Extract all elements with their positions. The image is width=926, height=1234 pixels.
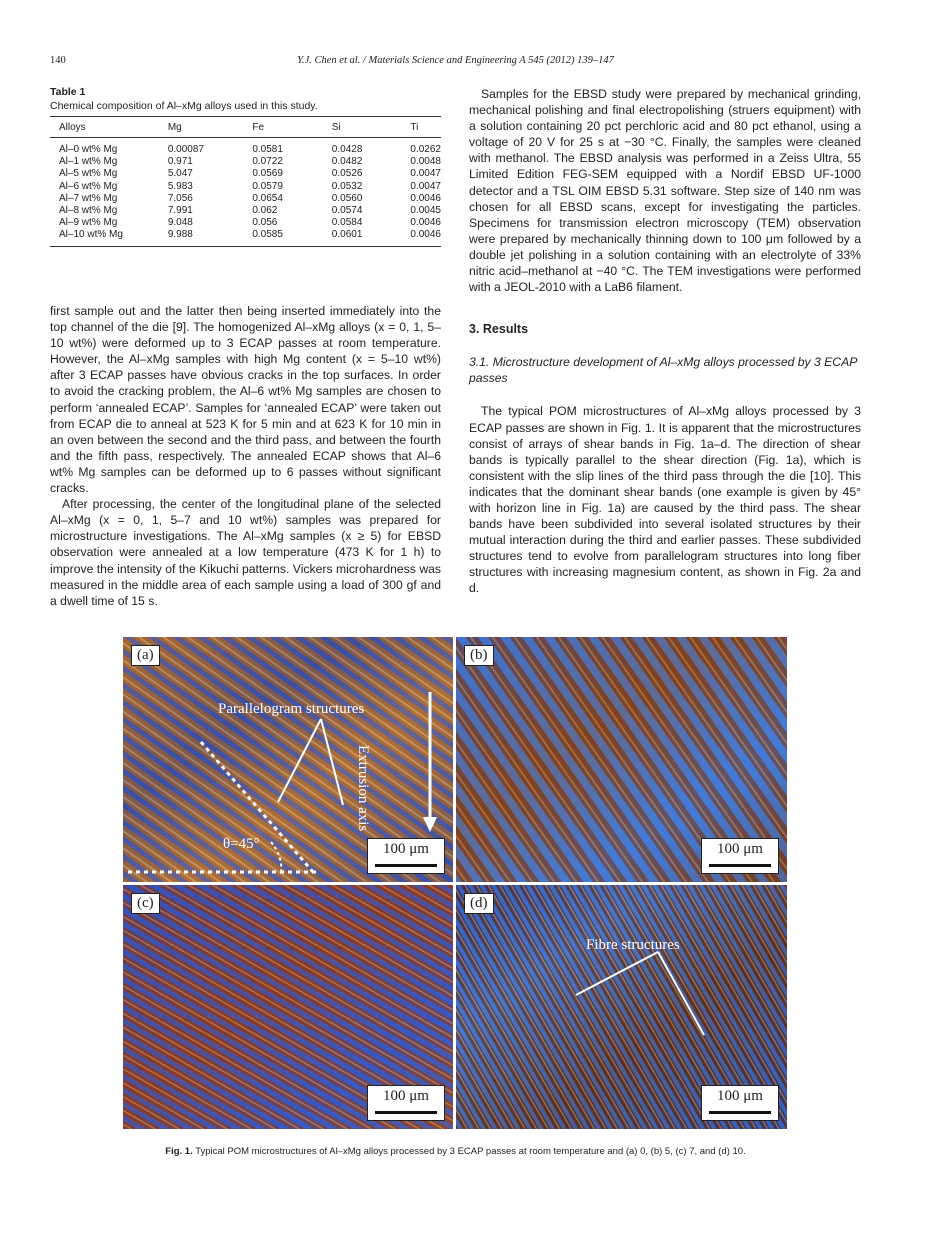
scale-label: 100 μm <box>717 841 763 857</box>
table-cell: Al–1 wt% Mg <box>59 156 118 168</box>
table-cell: 0.0046 <box>410 217 441 229</box>
table-cell: 0.0047 <box>410 168 441 180</box>
table-cell: 0.0482 <box>331 156 363 168</box>
table-cell: 9.048 <box>167 217 193 229</box>
table-row <box>50 156 441 168</box>
body-paragraph: The typical POM microstructures of Al–xMg alloys processed by 3 ECAP passes are shown in Fig. 1. It is apparent that the microstructures consist of arrays of shear bands in Fig. 1a–d. The direction of shear bands is typically parallel to the shear direction (Fig. 1a), which is consistent with the slip lines of the third pass through the die [10]. This indicates that the dominant shear bands (one example is given by 45° with horizon line in Fig. 1a) are caused by the third pass. The shear bands have been subdivided into several isolated structures by their mutual interaction during the third and earlier passes. These subdivided structures tend to evolve from parallelogram structures into long fiber structures with increasing magnesium content, as shown in Fig. 2a and d. <box>469 404 861 596</box>
table-cell: 0.0654 <box>252 192 283 204</box>
table-cell: Al–5 wt% Mg <box>59 168 118 180</box>
annotation-extrusion-axis: Extrusion axis <box>355 745 371 832</box>
table-cell: 0.0569 <box>252 168 283 180</box>
body-paragraph: first sample out and the latter then being inserted immediately into the top channel of the die [9]. The homogenized Al–xMg alloys (x = 0, 1, 5–10 wt%) were deformed up to 3 ECAP passes at room temperature. However, the Al–xMg samples with high Mg content (x = 5–10 wt%) after 3 ECAP passes have obvious cracks in the top surfaces. In order to avoid the cracking problem, the Al–6 wt% Mg samples are chosen to perform ‘annealed ECAP’. Samples for ‘annealed ECAP’ were taken out from ECAP die to anneal at 523 K for 5 min and at 623 K for 10 min in an oven between the second and the third pass, and between the fourth and the fifth pass, respectively. The annealed ECAP shows that Al–6 wt% Mg samples can be deformed up to 6 passes without significant cracks. <box>50 304 441 496</box>
annotation-parallelogram: Parallelogram structures <box>218 701 365 717</box>
table-cell: 0.0722 <box>252 156 283 168</box>
scale-label: 100 μm <box>383 841 429 857</box>
scale-label: 100 μm <box>383 1088 429 1104</box>
table-cell: 0.00087 <box>167 144 204 155</box>
table-cell: 0.0574 <box>331 205 363 217</box>
panel-label: (b) <box>464 645 494 666</box>
scale-bar <box>367 1085 445 1121</box>
caption-text: Typical POM microstructures of Al–xMg alloys processed by 3 ECAP passes at room temperature and (a) 0, (b) 5, (c) 7, and (d) 10. <box>195 1146 746 1157</box>
panel-label: (d) <box>464 893 494 914</box>
table-cell: 0.0262 <box>410 144 441 155</box>
table-row <box>50 138 441 157</box>
section-heading: 3. Results <box>469 322 529 337</box>
table-cell: 0.0046 <box>401 229 441 246</box>
table-cell: Al–9 wt% Mg <box>59 217 118 229</box>
annotation-fibre: Fibre structures <box>586 937 680 953</box>
table-cell: 0.971 <box>167 156 193 168</box>
figure-caption <box>50 1146 861 1157</box>
table-cell: 7.056 <box>167 192 193 204</box>
table-row <box>50 205 441 217</box>
col-header: Ti <box>401 117 441 138</box>
scale-bar <box>367 838 445 874</box>
table-cell: Al–0 wt% Mg <box>59 144 118 155</box>
body-paragraph: After processing, the center of the longitudinal plane of the selected Al–xMg (x = 0, 1, 5–7 and 10 wt%) samples was prepared for microstructure investigations. The Al–xMg samples (x ≥ 5) for EBSD observation were annealed at a low temperature (473 K for 1 h) to improve the intensity of the Kikuchi patterns. Vickers microhardness was measured in the middle area of each sample using a load of 300 gf and a dwell time of 15 s. <box>50 497 441 608</box>
micrograph-panel-b <box>456 637 787 882</box>
table-cell: 7.991 <box>167 205 193 217</box>
table-cell: 5.983 <box>167 180 193 192</box>
micrograph-panel-a <box>123 637 453 882</box>
scale-bar <box>701 1085 779 1121</box>
table-cell: 0.0601 <box>323 229 402 246</box>
table-cell: Al–7 wt% Mg <box>59 192 118 204</box>
table-label: Table 1 <box>50 86 86 98</box>
table-cell: Al–10 wt% Mg <box>50 229 159 246</box>
table-caption: Chemical composition of Al–xMg alloys used in this study. <box>50 100 318 112</box>
scale-bar <box>701 838 779 874</box>
right-column <box>469 86 861 597</box>
table-cell: Al–8 wt% Mg <box>59 205 118 217</box>
col-header: Fe <box>243 117 322 138</box>
table-cell: 0.0046 <box>410 192 441 204</box>
micrograph-panel-c <box>123 885 453 1129</box>
running-head: Y.J. Chen et al. / Materials Science and Engineering A 545 (2012) 139–147 <box>297 55 614 66</box>
col-header: Alloys <box>50 117 159 138</box>
table-header-row <box>50 117 441 138</box>
table-row <box>50 168 441 180</box>
table-cell: 0.0526 <box>331 168 363 180</box>
table-cell: 5.047 <box>167 168 193 180</box>
table-cell: 0.0048 <box>410 156 441 168</box>
col-header: Si <box>323 117 402 138</box>
table-cell: 0.0560 <box>331 192 363 204</box>
col-header: Mg <box>159 117 244 138</box>
table-cell: 0.0532 <box>331 180 363 192</box>
table-row <box>50 193 441 205</box>
left-column <box>50 303 441 609</box>
table-row <box>50 217 441 229</box>
table-cell: 9.988 <box>159 229 244 246</box>
panel-label: (a) <box>131 645 160 666</box>
table-cell: 0.0585 <box>243 229 322 246</box>
table-cell: 0.0045 <box>410 205 441 217</box>
table-cell: 0.0579 <box>252 180 283 192</box>
page-header <box>50 55 861 71</box>
body-paragraph: Samples for the EBSD study were prepared by mechanical grinding, mechanical polishing and final electropolishing (struers equipment) with a solution containing 20 pct perchloric acid and 80 pct ethanol, using a voltage of 20 V for 25 s at −30 °C. Finally, the samples were cleaned with methanol. The EBSD analysis was performed in a Zeiss Ultra, 55 Limited Edition FEG-SEM equipped with a Nordif EBSD UF-1000 detector and a TSL OIM EBSD 5.31 software. Step size of 140 nm was chosen for all EBSD scans, except for investigating the particles. Specimens for transmission electron microscopy (TEM) observation were prepared by mechanically thinning down to 100 μm followed by a double jet polishing in a solution containing with an electrolyte of 33% nitric acid–methanol at −40 °C. The TEM investigations were performed with a JEOL-2010 with a LaB6 filament. <box>469 87 861 295</box>
table-cell: 0.0584 <box>331 217 363 229</box>
annotation-angle: θ=45° <box>223 836 260 852</box>
table-row <box>50 181 441 193</box>
caption-label: Fig. 1. <box>165 1146 193 1157</box>
composition-table <box>50 116 441 247</box>
table-cell: 0.0428 <box>331 144 363 155</box>
scale-label: 100 μm <box>717 1088 763 1104</box>
table-cell: 0.0581 <box>252 144 283 155</box>
table-cell: 0.056 <box>252 217 278 229</box>
figure-1 <box>123 637 787 1129</box>
table-1 <box>50 86 441 247</box>
panel-label: (c) <box>131 893 160 914</box>
table-row <box>50 229 441 246</box>
page-number: 140 <box>50 55 66 66</box>
table-cell: 0.062 <box>252 205 278 217</box>
subsection-heading: 3.1. Microstructure development of Al–xMg alloys processed by 3 ECAP passes <box>469 355 857 386</box>
table-cell: 0.0047 <box>410 180 441 192</box>
micrograph-panel-d <box>456 885 787 1129</box>
table-cell: Al–6 wt% Mg <box>59 180 118 192</box>
